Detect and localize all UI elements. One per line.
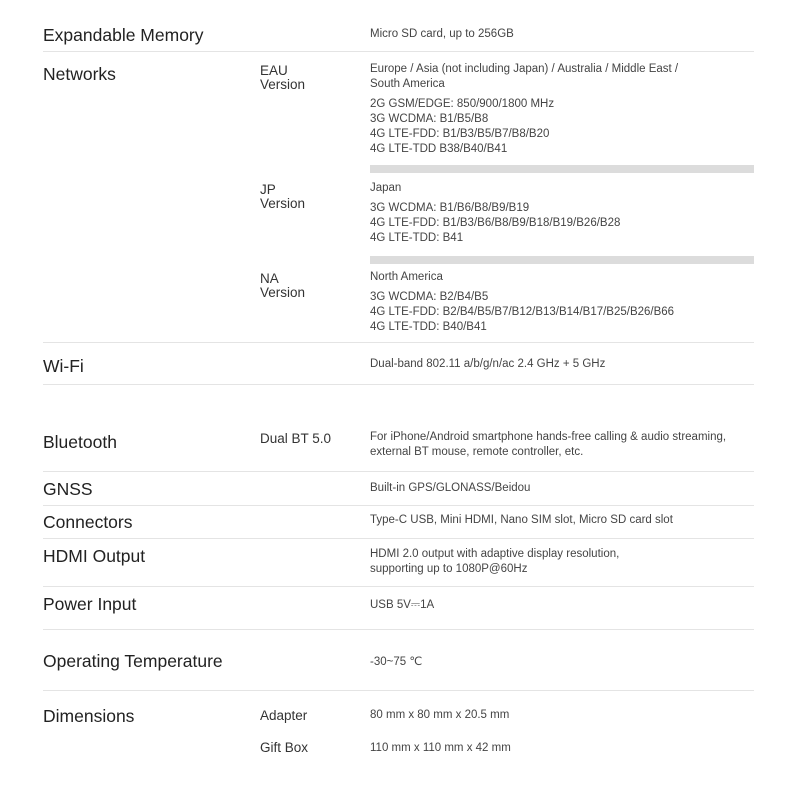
- region-text: Europe / Asia (not including Japan) / Australia / Middle East /: [370, 63, 679, 75]
- dimension-giftbox-value: 110 mm x 110 mm x 42 mm: [370, 742, 511, 754]
- spec-value: HDMI 2.0 output with adaptive display resolution, supporting up to 1080P@60Hz: [370, 548, 620, 575]
- network-eau-details: [370, 62, 678, 157]
- spec-value: For iPhone/Android smartphone hands-free calling & audio streaming, external BT mouse, remote controller, etc.: [370, 431, 727, 458]
- spec-label: Operating Temperature: [43, 651, 223, 671]
- spec-row-dimensions: [43, 690, 754, 770]
- network-na-details: [370, 270, 674, 335]
- spec-row-bluetooth: [43, 384, 754, 472]
- spec-row-power-input: [43, 586, 754, 630]
- spec-row-gnss: [43, 471, 754, 506]
- divider-bar: [370, 165, 754, 173]
- region-text: North America: [370, 271, 443, 283]
- spec-value: Micro SD card, up to 256GB: [370, 28, 514, 40]
- region-text: South America: [370, 78, 445, 90]
- spec-label: Expandable Memory: [43, 25, 204, 45]
- band-item: 3G WCDMA: B1/B5/B8: [370, 113, 489, 125]
- spec-row-hdmi-output: [43, 538, 754, 587]
- band-item: 3G WCDMA: B2/B4/B5: [370, 291, 489, 303]
- dimension-giftbox-label: Gift Box: [260, 740, 309, 755]
- spec-label: HDMI Output: [43, 546, 146, 566]
- divider-bar: [370, 256, 754, 264]
- spec-label: Wi-Fi: [43, 356, 84, 376]
- network-version-jp: JP Version: [260, 182, 306, 211]
- network-jp-details: [370, 181, 620, 246]
- spec-value: USB 5V⎓1A: [370, 599, 435, 611]
- band-item: 3G WCDMA: B1/B6/B8/B9/B19: [370, 202, 530, 214]
- spec-value: Dual-band 802.11 a/b/g/n/ac 2.4 GHz + 5 GHz: [370, 358, 606, 370]
- spec-label: Bluetooth: [43, 432, 117, 452]
- spec-row-expandable-memory: [43, 18, 754, 52]
- network-version-eau: EAU Version: [260, 63, 306, 92]
- spec-row-networks: [43, 51, 754, 343]
- band-item: 4G LTE-FDD: B1/B3/B5/B7/B8/B20: [370, 128, 550, 140]
- spec-value: Built-in GPS/GLONASS/Beidou: [370, 482, 531, 494]
- band-item: 4G LTE-TDD B38/B40/B41: [370, 143, 508, 155]
- spec-row-operating-temperature: [43, 629, 754, 691]
- spec-label: Power Input: [43, 594, 137, 614]
- spec-label: Networks: [43, 64, 116, 84]
- network-version-na: NA Version: [260, 271, 306, 300]
- spec-sub-label: Dual BT 5.0: [260, 431, 332, 446]
- spec-label: GNSS: [43, 479, 93, 499]
- band-item: 4G LTE-TDD: B41: [370, 232, 464, 244]
- spec-label: Connectors: [43, 512, 133, 532]
- band-item: 4G LTE-FDD: B2/B4/B5/B7/B12/B13/B14/B17/B25/B26/B66: [370, 306, 675, 318]
- spec-row-connectors: [43, 505, 754, 539]
- band-item: 2G GSM/EDGE: 850/900/1800 MHz: [370, 98, 555, 110]
- region-text: Japan: [370, 182, 402, 194]
- spec-value: -30~75 ℃: [370, 656, 423, 668]
- spec-value: Type-C USB, Mini HDMI, Nano SIM slot, Micro SD card slot: [370, 514, 673, 526]
- dimension-adapter-value: 80 mm x 80 mm x 20.5 mm: [370, 709, 510, 721]
- band-item: 4G LTE-FDD: B1/B3/B6/B8/B9/B18/B19/B26/B28: [370, 217, 621, 229]
- spec-row-wifi: [43, 342, 754, 385]
- band-item: 4G LTE-TDD: B40/B41: [370, 321, 487, 333]
- dimension-adapter-label: Adapter: [260, 708, 308, 723]
- spec-label: Dimensions: [43, 706, 135, 726]
